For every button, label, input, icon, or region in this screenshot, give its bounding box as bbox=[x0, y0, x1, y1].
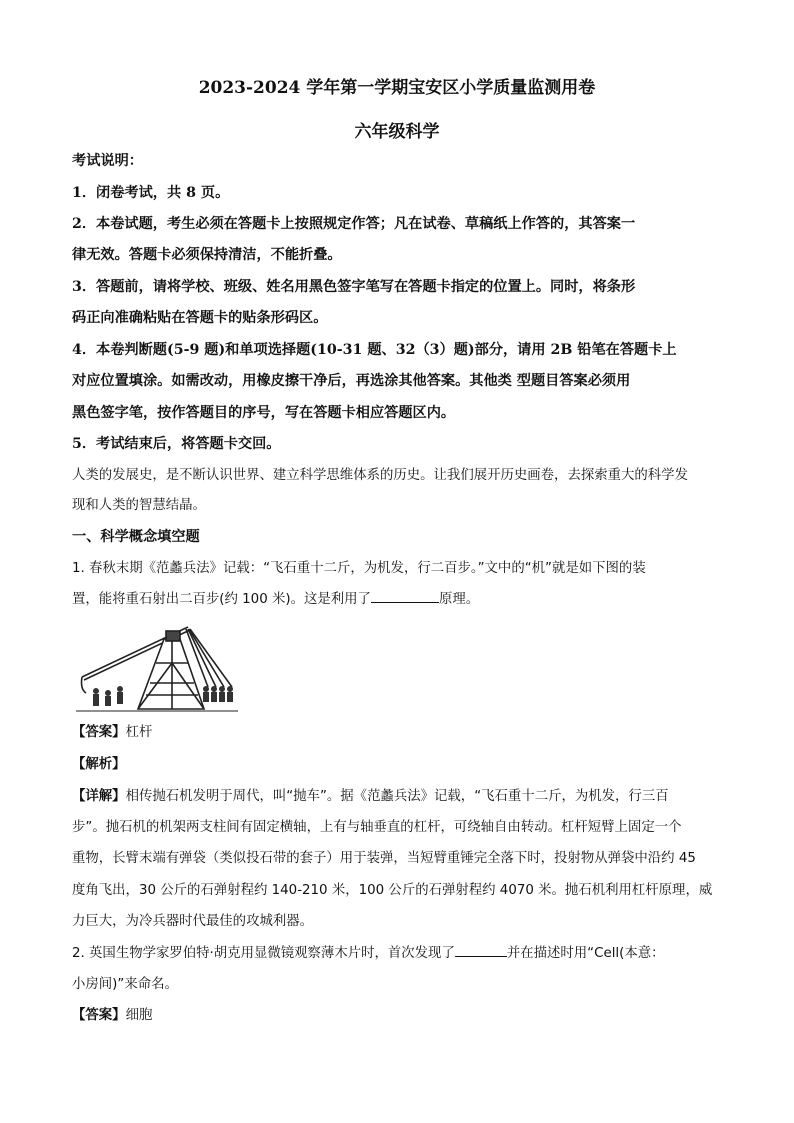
question-1-stem-end: 原理。 bbox=[438, 592, 480, 607]
answer-tag: 【答案】 bbox=[72, 725, 126, 740]
instruction-line: 码正向准确粘贴在答题卡的贴条形码区。 bbox=[72, 310, 328, 326]
instruction-line: 2．本卷试题，考生必须在答题卡上按照规定作答；凡在试卷、草稿纸上作答的，其答案一 bbox=[72, 216, 636, 232]
detail-line: 度角飞出，30 公斤的石弹射程约 140-210 米，100 公斤的石弹射程约 4070 米。抛石机利用杠杆原理，威 bbox=[72, 883, 713, 898]
question-2-answer bbox=[72, 1004, 724, 1023]
question-2-stem: 2. 英国生物学家罗伯特·胡克用显微镜观察薄木片时，首次发现了 bbox=[72, 946, 455, 961]
answer-blank bbox=[455, 944, 507, 957]
instruction-line: 1．闭卷考试，共 8 页。 bbox=[72, 185, 230, 201]
exam-title: 2023-2024 学年第一学期宝安区小学质量监测用卷 bbox=[198, 78, 596, 98]
question-1-answer bbox=[72, 721, 724, 740]
section-heading: 一、科学概念填空题 bbox=[72, 529, 200, 545]
instruction-line: 3．答题前，请将学校、班级、姓名用黑色签字笔写在答题卡指定的位置上。同时，将条形 bbox=[72, 279, 636, 295]
instruction-line: 4．本卷判断题(5-9 题)和单项选择题(10-31 题、32（3）题)部分，请用 2B 铅笔在答题卡上 bbox=[72, 342, 677, 358]
instruction-line: 黑色签字笔，按作答题目的序号，写在答题卡相应答题区内。 bbox=[72, 405, 456, 421]
question-1-text bbox=[72, 588, 724, 607]
instruction-line: 律无效。答题卡必须保持清洁，不能折叠。 bbox=[72, 247, 342, 263]
intro-text: 人类的发展史，是不断认识世界、建立科学思维体系的历史。让我们展开历史画卷，去探索重大的科学发 bbox=[72, 468, 688, 483]
question-1-text: 1. 春秋末期《范蠡兵法》记载：“飞石重十二斤，为机发，行二百步。”文中的“机”就是如下图的装 bbox=[72, 561, 646, 576]
detail-line: 相传抛石机发明于周代，叫“抛车”。据《范蠡兵法》记载，“飞石重十二斤，为机发，行三百 bbox=[125, 789, 669, 804]
catapult-illustration-icon bbox=[76, 617, 238, 715]
question-2-text bbox=[72, 942, 724, 961]
answer-text: 杠杆 bbox=[125, 725, 153, 740]
intro-text: 现和人类的智慧结晶。 bbox=[72, 498, 206, 513]
detail-line: 步”。抛石机的机架两支柱间有固定横轴，上有与轴垂直的杠杆，可绕轴自由转动。杠杆短臂上固定一个 bbox=[72, 820, 682, 835]
answer-text: 细胞 bbox=[125, 1008, 153, 1023]
answer-tag: 【答案】 bbox=[72, 1008, 126, 1023]
detail-line: 力巨大，为冷兵器时代最佳的攻城利器。 bbox=[72, 914, 314, 929]
answer-blank bbox=[371, 590, 439, 603]
detail-text bbox=[72, 785, 724, 804]
analysis-tag: 【解析】 bbox=[72, 757, 126, 772]
exam-subject: 六年级科学 bbox=[354, 122, 440, 142]
question-2-stem-end: 并在描述时用“Cell(本意： bbox=[506, 946, 665, 961]
instruction-line: 对应位置填涂。如需改动，用橡皮擦干净后，再选涂其他答案。其他类 型题目答案必须用 bbox=[72, 373, 631, 389]
detail-tag: 【详解】 bbox=[72, 789, 126, 804]
question-1-stem: 置，能将重石射出二百步(约 100 米)。这是利用了 bbox=[72, 592, 371, 607]
detail-line: 重物，长臂末端有弹袋（类似投石带的套子）用于装弹，当短臂重锤完全落下时，投射物从弹袋中沿约 45 bbox=[72, 851, 696, 866]
instructions-heading: 考试说明： bbox=[72, 153, 143, 169]
question-2-text: 小房间)”来命名。 bbox=[72, 977, 178, 992]
instruction-line: 5．考试结束后，将答题卡交回。 bbox=[72, 436, 281, 452]
